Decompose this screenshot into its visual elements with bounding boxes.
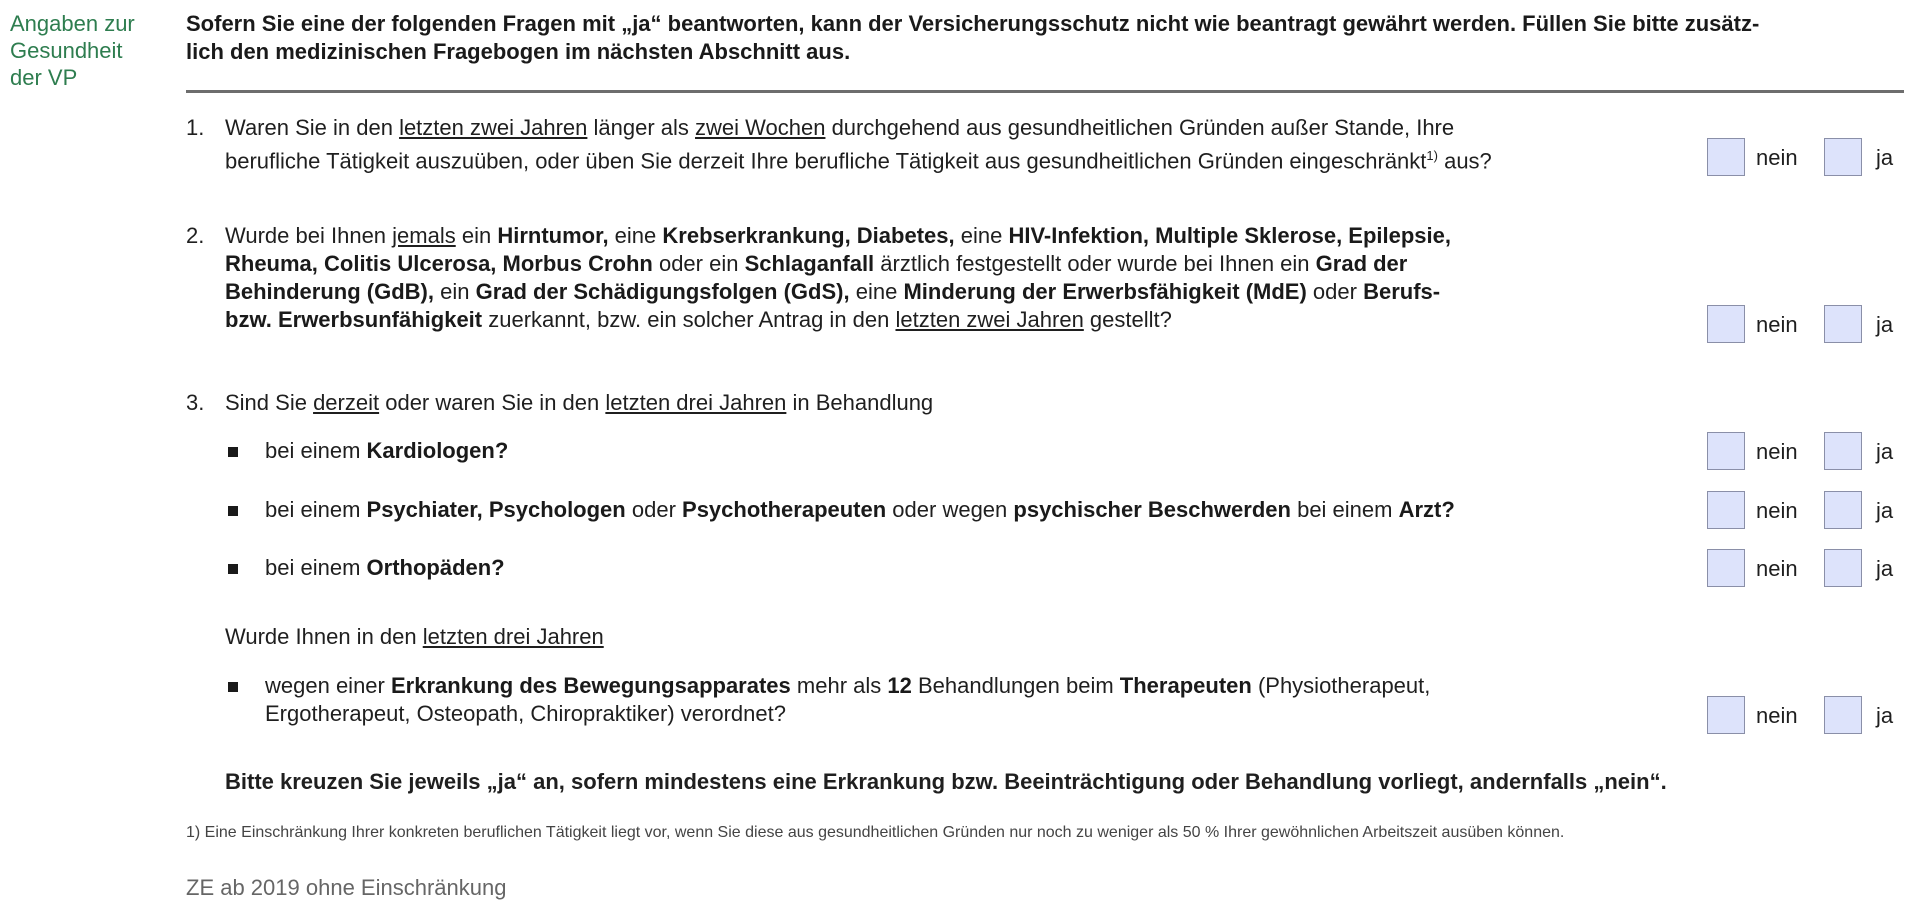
text-segment: Orthopäden?	[366, 555, 505, 580]
text-segment: bei einem	[265, 438, 367, 463]
text-segment: Berufs-	[1363, 279, 1441, 304]
question-number: 3.	[186, 390, 205, 415]
checkbox-yes-psychiatrist[interactable]	[1824, 491, 1862, 529]
text-segment: ein	[433, 279, 476, 304]
text-segment: letzten zwei Jahren	[399, 115, 588, 140]
checkbox-no-therapist[interactable]	[1707, 696, 1745, 734]
label-no: nein	[1756, 556, 1798, 581]
text-segment: Behinderung (GdB),	[225, 279, 434, 304]
question-text	[225, 389, 1745, 417]
answer-group-orthopedist	[1707, 549, 1907, 589]
checkbox-yes-q2[interactable]	[1824, 305, 1862, 343]
text-segment: ärztlich festgestellt oder wurde bei Ihnen ein	[874, 251, 1316, 276]
question-text	[225, 222, 1745, 334]
text-segment: ein	[455, 223, 498, 248]
label-yes: ja	[1876, 703, 1894, 728]
checkbox-no-q2[interactable]	[1707, 305, 1745, 343]
checkbox-no-cardiologist[interactable]	[1707, 432, 1745, 470]
text-segment: oder wegen	[886, 497, 1014, 522]
text-segment: Rheuma, Colitis Ulcerosa, Morbus Crohn	[225, 251, 653, 276]
text-segment: Erkrankung des Bewegungsapparates	[390, 673, 791, 698]
text-segment: länger als	[587, 115, 696, 140]
text-segment: Sind Sie	[225, 390, 314, 415]
section-label-line: Angaben zur	[10, 11, 135, 36]
answer-group-q1	[1707, 138, 1907, 178]
text-segment: Behandlungen beim	[911, 673, 1120, 698]
text-segment: Krebserkrankung, Diabetes,	[662, 223, 955, 248]
text-segment: Schlaganfall	[744, 251, 875, 276]
label-yes: ja	[1876, 145, 1894, 170]
checkbox-yes-orthopedist[interactable]	[1824, 549, 1862, 587]
label-yes: ja	[1876, 498, 1894, 523]
text-segment: letzten zwei Jahren	[895, 307, 1084, 332]
text-segment: letzten drei Jahren	[605, 390, 787, 415]
checkbox-no-q1[interactable]	[1707, 138, 1745, 176]
text-segment: eine	[849, 279, 904, 304]
text-segment: letzten drei Jahren	[422, 624, 604, 649]
section-label-line: der VP	[10, 65, 78, 90]
answer-group-cardiologist	[1707, 432, 1907, 472]
label-yes: ja	[1876, 556, 1894, 581]
label-no: nein	[1756, 145, 1798, 170]
text-segment: psychischer Beschwerden	[1013, 497, 1291, 522]
footnote-ref: 1)	[1426, 148, 1438, 163]
question-number: 1.	[186, 115, 205, 140]
text-segment: Kardiologen?	[366, 438, 509, 463]
text-segment: HIV-Infektion, Multiple Sklerose, Epilepsie,	[1008, 223, 1451, 248]
text-segment: aus?	[1437, 148, 1492, 174]
text-segment: jemals	[392, 223, 456, 248]
text-segment: eine	[954, 223, 1009, 248]
bullet-square-icon	[228, 506, 238, 516]
answer-group-therapist	[1707, 696, 1907, 736]
checkbox-no-orthopedist[interactable]	[1707, 549, 1745, 587]
text-segment: Grad der	[1315, 251, 1408, 276]
section-label-line: Gesundheit	[10, 38, 123, 63]
text-segment: oder waren Sie in den	[379, 390, 606, 415]
text-segment: Hirntumor,	[497, 223, 609, 248]
footnote: 1) Eine Einschränkung Ihrer konkreten beruflichen Tätigkeit liegt vor, wenn Sie diese aus gesundheitlichen Gründen nur noch zu weniger als 50 % Ihrer gewöhnlichen Arbeitszeit ausüben können.	[186, 824, 1565, 841]
text-segment: Wurde bei Ihnen	[225, 223, 393, 248]
label-no: nein	[1756, 439, 1798, 464]
text-segment: Grad der Schädigungsfolgen (GdS),	[475, 279, 850, 304]
text-segment: Ergotherapeut, Osteopath, Chiropraktiker) verordnet?	[265, 701, 786, 726]
checkbox-no-psychiatrist[interactable]	[1707, 491, 1745, 529]
text-segment: Waren Sie in den	[225, 115, 400, 140]
text-segment: derzeit	[313, 390, 380, 415]
text-segment: Psychotherapeuten	[682, 497, 887, 522]
text-segment: Minderung der Erwerbsfähigkeit (MdE)	[903, 279, 1307, 304]
text-segment: Psychiater, Psychologen	[366, 497, 626, 522]
answer-group-psychiatrist	[1707, 491, 1907, 531]
text-segment: 12	[887, 673, 912, 698]
checkbox-yes-cardiologist[interactable]	[1824, 432, 1862, 470]
checkbox-yes-q1[interactable]	[1824, 138, 1862, 176]
text-segment: oder ein	[652, 251, 745, 276]
sub-question	[225, 623, 604, 651]
text-segment: zwei Wochen	[695, 115, 826, 140]
form-code-label: ZE ab 2019 ohne Einschränkung	[186, 875, 507, 900]
text-segment: mehr als	[790, 673, 888, 698]
intro-line: lich den medizinischen Fragebogen im nächsten Abschnitt aus.	[186, 39, 851, 64]
label-no: nein	[1756, 703, 1798, 728]
text-segment: oder	[1306, 279, 1364, 304]
bullet-square-icon	[228, 564, 238, 574]
answer-group-q2	[1707, 305, 1907, 345]
text-segment: zuerkannt, bzw. ein solcher Antrag in den	[482, 307, 896, 332]
text-segment: berufliche Tätigkeit auszuüben, oder üben Sie derzeit Ihre berufliche Tätigkeit aus gesundheitlichen Gründen eingeschränkt	[225, 148, 1427, 174]
text-segment: durchgehend aus gesundheitlichen Gründen außer Stande, Ihre	[825, 115, 1455, 140]
text-segment: eine	[608, 223, 663, 248]
text-segment: bei einem	[265, 555, 367, 580]
divider	[186, 90, 1904, 93]
bullet-square-icon	[228, 447, 238, 457]
text-segment: gestellt?	[1083, 307, 1172, 332]
text-segment: bei einem	[1290, 497, 1399, 522]
intro-line: Sofern Sie eine der folgenden Fragen mit „ja“ beantworten, kann der Versicherungsschutz nicht wie beantragt gewährt werden. Füllen Sie bitte zusätz-	[186, 11, 1760, 36]
question-text	[225, 114, 1745, 175]
intro-text	[186, 10, 1906, 66]
text-segment: Arzt?	[1398, 497, 1455, 522]
label-yes: ja	[1876, 439, 1894, 464]
text-segment: bzw. Erwerbsunfähigkeit	[225, 307, 483, 332]
text-segment: wegen einer	[265, 673, 391, 698]
text-segment: (Physiotherapeut,	[1251, 673, 1431, 698]
label-no: nein	[1756, 312, 1798, 337]
label-no: nein	[1756, 498, 1798, 523]
text-segment: bei einem	[265, 497, 367, 522]
section-label	[10, 10, 150, 91]
bullet-square-icon	[228, 682, 238, 692]
question-number: 2.	[186, 223, 205, 248]
checkbox-yes-therapist[interactable]	[1824, 696, 1862, 734]
text-segment: oder	[625, 497, 683, 522]
text-segment: Wurde Ihnen in den	[225, 624, 423, 649]
label-yes: ja	[1876, 312, 1894, 337]
text-segment: in Behandlung	[786, 390, 934, 415]
text-segment: Therapeuten	[1119, 673, 1252, 698]
instruction-note: Bitte kreuzen Sie jeweils „ja“ an, sofern mindestens eine Erkrankung bzw. Beeinträchtigung oder Behandlung vorliegt, andernfalls „nein“.	[225, 769, 1667, 794]
